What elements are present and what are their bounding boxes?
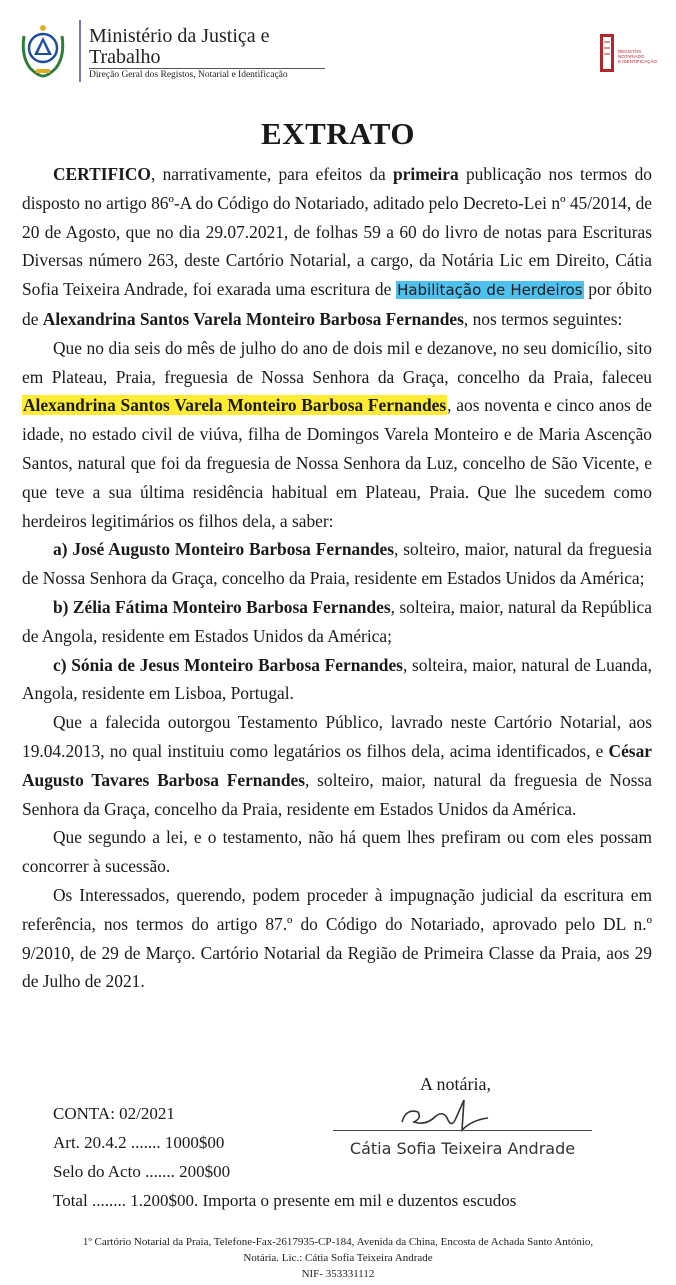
highlight-deceased-name: Alexandrina Santos Varela Monteiro Barbosa Fernandes xyxy=(23,395,447,416)
header-divider xyxy=(79,20,81,82)
p1-text-4: , nos termos seguintes: xyxy=(463,308,623,329)
conta-selo: Selo do Acto ....... 200$00 xyxy=(53,1162,231,1181)
heir-a xyxy=(22,535,652,593)
notary-name: Cátia Sofia Teixeira Andrade xyxy=(349,1139,576,1158)
heir-b xyxy=(22,593,652,651)
deceased-name: Alexandrina Santos Varela Monteiro Barbosa Fernandes xyxy=(42,308,464,329)
ministry-line-1: Ministério da Justiça e xyxy=(89,25,270,47)
heir-b-name: b) Zélia Fátima Monteiro Barbosa Fernandes xyxy=(53,596,391,617)
footer-notary: Notária. Lic.: Cátia Sofia Teixeira Andrade xyxy=(243,1252,433,1264)
paragraph-lei: Que segundo a lei, e o testamento, não há quem lhes prefiram ou com eles possam concorrer à sucessão. xyxy=(22,827,652,877)
p1-text-2: publicação nos termos do disposto no artigo 86º-A do Código do Notariado, aditado pelo Decreto-Lei nº 45/2014, de 20 de Agosto, que no dia 29.07.2021, de folhas 59 a 60 do livro de notas para Escrituras Diversas número 263, deste Cartório Notarial, a cargo, da Notária Lic em Direito, Cátia Sofia Teixeira Andrade, foi exarada uma escritura de xyxy=(22,164,652,300)
direcao-geral: Direção Geral dos Registos, Notarial e Identificação xyxy=(89,70,288,80)
p2-text-1: Que no dia seis do mês de julho do ano de dois mil e dezanove, no seu domicílio, sito em Plateau, Praia, freguesia de Nossa Senhora da Graça, concelho da Praia, faleceu xyxy=(22,337,652,387)
heir-a-name: a) José Augusto Monteiro Barbosa Fernandes xyxy=(53,539,395,560)
p3-text-1: Que a falecida outorgou Testamento Público, lavrado neste Cartório Notarial, aos 19.04.2013, no qual instituiu como legatários os filhos dela, acima identificados, e xyxy=(22,712,652,761)
document-title: EXTRATO xyxy=(261,116,415,151)
heir-a-text: , solteiro, maior, natural da freguesia de Nossa Senhora da Graça, concelho da Praia, residente em Estados Unidos da América; xyxy=(22,539,652,589)
ministry-name xyxy=(89,26,319,68)
heir-c-text: , solteira, maior, natural de Luanda, Angola, residente em Lisboa, Portugal. xyxy=(22,654,652,704)
p1-text-3: por óbito de xyxy=(22,279,652,329)
logo-text-3: E IDENTIFICAÇÃO xyxy=(618,59,658,64)
conta-total: Total ........ 1.200$00. Importa o presente em mil e duzentos escudos xyxy=(53,1191,517,1210)
p2-text-2: , aos noventa e cinco anos de idade, no estado civil de viúva, filha de Domingos Varela Monteiro e de Maria Ascenção Santos, natural que foi da freguesia de Nossa Senhora da Luz, concelho de São Vicente, e que teve a sua última residência habitual em Plateau, Praia. Que lhe sucedem como herdeiros legitimários os filhos dela, a saber: xyxy=(22,395,652,531)
primeira-word: primeira xyxy=(393,164,459,184)
p3-text-2: , solteiro, maior, natural da freguesia de Nossa Senhora da Graça, concelho da Praia, residente em Estados Unidos da América. xyxy=(22,769,652,819)
footer-address: 1º Cartório Notarial da Praia, Telefone-Fax-2617935-CP-184, Avenida da China, Encosta de Achada Santo António, xyxy=(82,1236,594,1248)
paragraph-testamento xyxy=(22,708,652,823)
registos-logo-text xyxy=(618,49,657,64)
legatario-name: César Augusto Tavares Barbosa Fernandes xyxy=(22,740,652,790)
coat-of-arms-icon xyxy=(18,22,68,78)
footer xyxy=(0,1234,676,1282)
letterhead xyxy=(0,0,676,92)
heir-c xyxy=(22,651,652,709)
p1-text-1: , narrativamente, para efeitos da xyxy=(150,164,393,184)
paragraph-obito xyxy=(22,334,652,536)
logo-text-2: NOTARIADO xyxy=(618,54,645,59)
conta-art: Art. 20.4.2 ....... 1000$00 xyxy=(53,1133,225,1152)
ministry-line-2: Trabalho xyxy=(89,46,161,68)
heir-b-text: , solteira, maior, natural da República de Angola, residente em Estados Unidos da América; xyxy=(22,596,652,646)
document-body xyxy=(22,160,652,996)
certifico-word: CERTIFICO xyxy=(53,164,151,184)
highlight-habilitacao: Habilitação de Herdeiros xyxy=(397,281,583,300)
signature-label: A notária, xyxy=(420,1074,491,1094)
paragraph-impugnacao: Os Interessados, querendo, podem proceder à impugnação judicial da escritura em referência, nos termos do artigo 87.º do Código do Notariado, aprovado pelo DL n.º 9/2010, de 29 de Março. Cartório Notarial da Região de Primeira Classe da Praia, aos 29 de Julho de 2021. xyxy=(22,884,652,992)
footer-nif: NIF- 353331112 xyxy=(301,1268,375,1280)
header-rule xyxy=(89,68,325,69)
signature-scribble-icon xyxy=(392,1096,502,1132)
paragraph-certifico xyxy=(22,160,652,334)
signature-line xyxy=(333,1130,592,1131)
heir-c-name: c) Sónia de Jesus Monteiro Barbosa Fernandes xyxy=(53,654,403,675)
logo-text-1: REGISTOS xyxy=(618,49,642,54)
conta-number: CONTA: 02/2021 xyxy=(53,1104,175,1123)
